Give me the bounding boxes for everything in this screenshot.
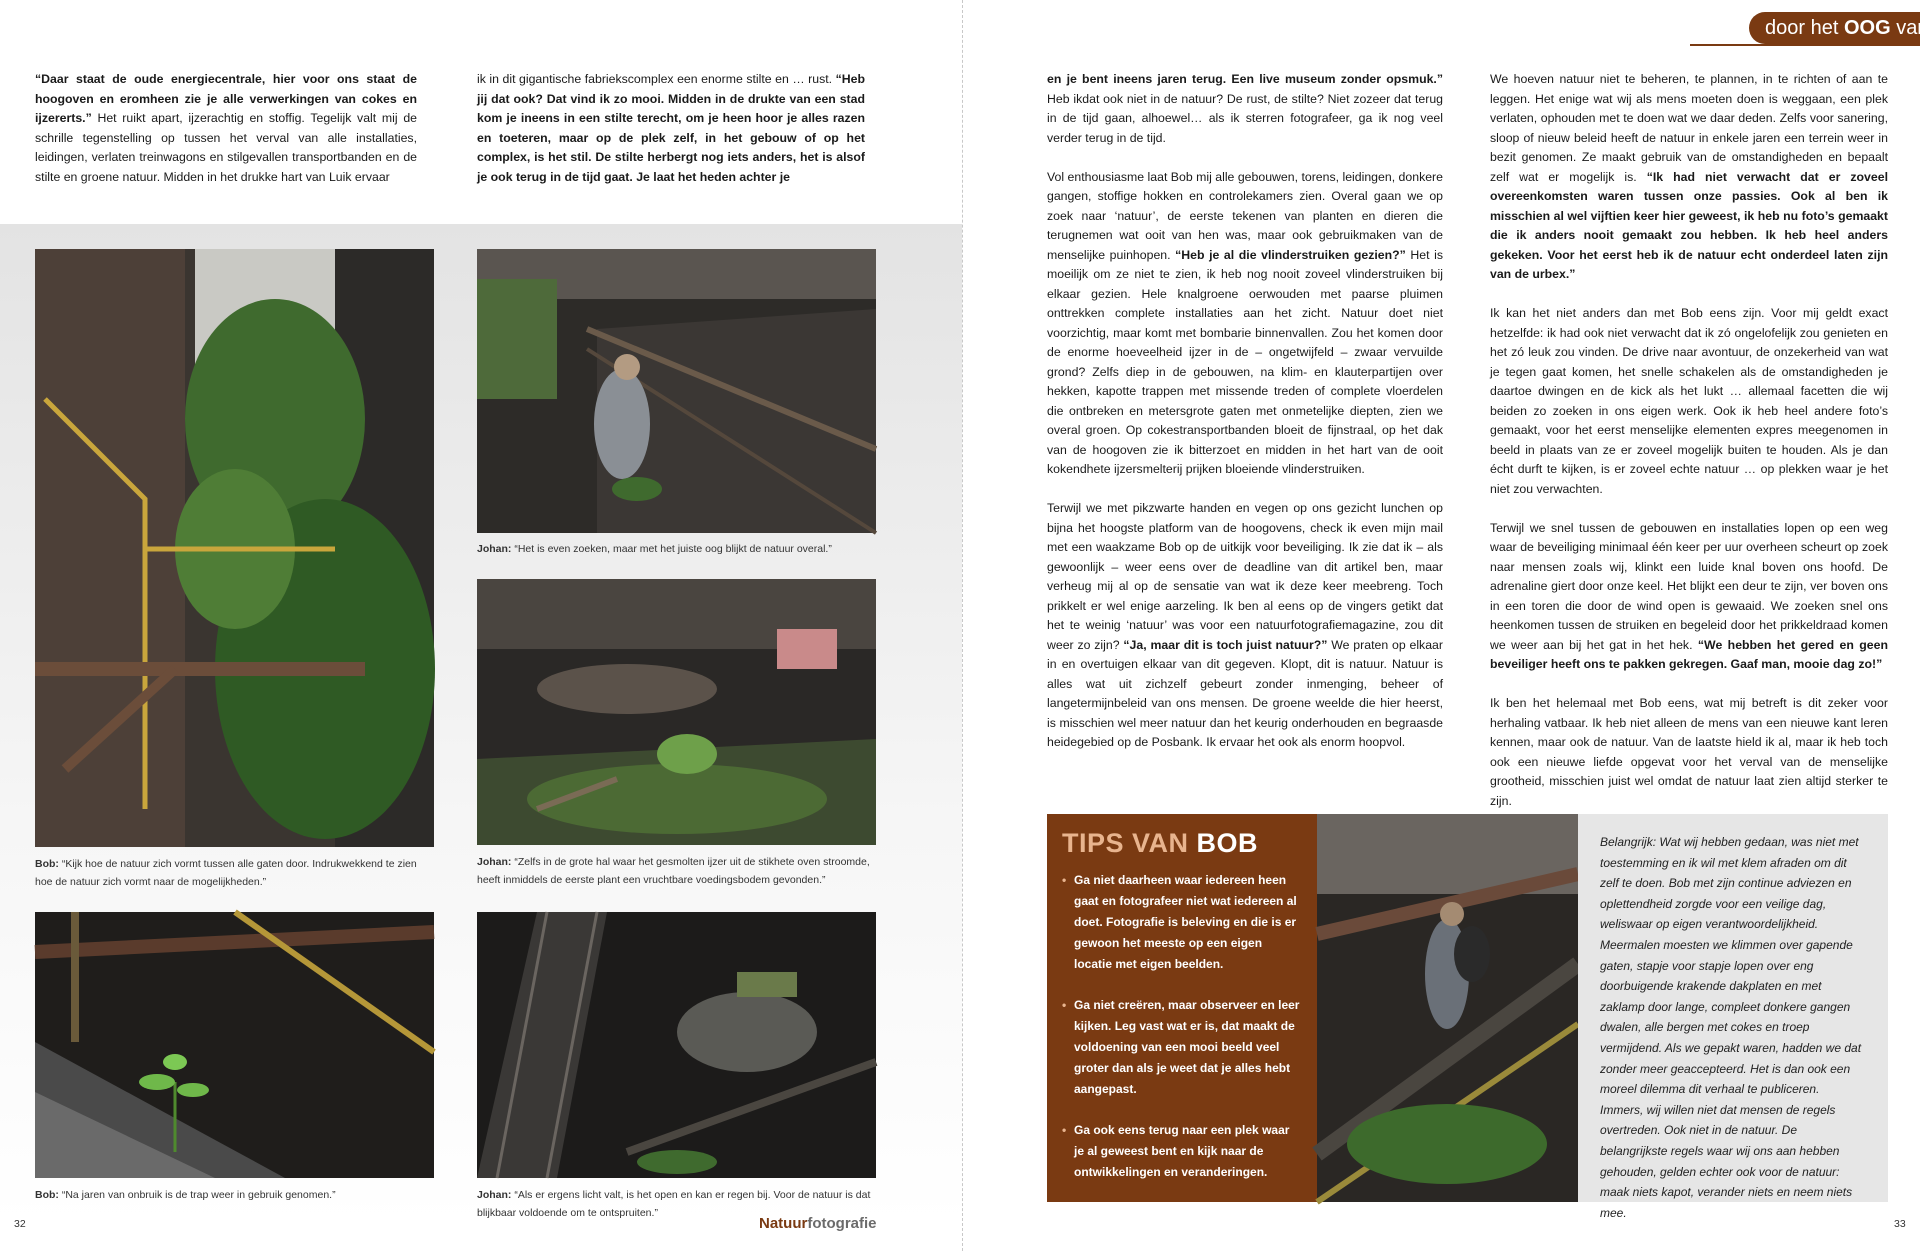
quote-vlinderstruiken: “Heb je al die vlinderstruiken gezien?” [1175, 247, 1406, 262]
quote-stilte: “Heb jij dat ook? Dat vind ik zo mooi. Midden in de drukte van een stad kom je ineens in een stilte terecht, om je heen hoor je alles razen en toeteren, maar op de plek zelf, in het gebouw of op het complex, is het stil. De stilte herbergt nog iets anders, het is alsof je ook terug in de tijd gaat. Je laat het heden achter je [477, 72, 865, 184]
tip-item: • Ga ook eens terug naar een plek waar je al geweest bent en kijk naar de ontwikkelingen en veranderingen. [1062, 1120, 1302, 1183]
photo-stairs-overgrown [35, 249, 434, 847]
caption-4-who: Bob: [35, 1189, 59, 1201]
page-number-left: 32 [14, 1218, 26, 1230]
caption-photo-3 [477, 853, 876, 889]
caption-1-who: Bob: [35, 858, 59, 870]
photo-great-hall-plant [477, 579, 876, 845]
quote-live-museum: en je bent ineens jaren terug. Een live museum zonder opsmuk.” [1047, 72, 1443, 86]
caption-5-who: Johan: [477, 1189, 512, 1201]
column-3-p2b: Het is moeilijk om ze niet te zien, ik heb nog nooit zoveel vlinderstruiken bij elkaar gezien. Hele knalgroene oerwouden met paarse pluimen onttrekken complete installaties aan het zicht. Natuur doet niet voorzichtig, maar komt met bombarie binnenvallen. Zou het komen door de enorme hoeveelheid ijzer in de – ongetwijfeld – zwaar vervuilde grond? Zelfs diep in de gebouwen, na klim- en klauterpartijen over hekken, kapotte trappen met missende treden of complete vloerdelen die ontbreken en metersgrote gaten met onmetelijke diepten, zien we overal groen. Op cokestransportbanden bloeit de fijnstraal, op het dak van de hoogoven zie ik bitterzoet en midden in het hart van de ooit kokendhete ijzersmelterij prijken bloeiende vlinderstruiken. [1047, 247, 1443, 476]
caption-photo-4 [35, 1186, 434, 1204]
magazine-brand [759, 1215, 877, 1232]
section-tab-suffix: van [1896, 17, 1928, 39]
quote-juist-natuur: “Ja, maar dit is toch juist natuur?” [1123, 637, 1328, 652]
caption-2-text: “Het is even zoeken, maar met het juiste oog blijkt de natuur overal.” [511, 543, 832, 555]
photo-light-shaft [477, 912, 876, 1178]
article-column-4 [1490, 70, 1888, 831]
section-tab-emphasis: OOG [1843, 17, 1891, 39]
tips-title-bold: BOB [1196, 828, 1259, 858]
column-4-p2: Ik kan het niet anders dan met Bob eens zijn. Voor mij geldt exact hetzelfde: ik had ook niet verwacht dat ik zó ongelofelijk zou genieten en het zó leuk zou vinden. De drive naar avontuur, de onzekerheid van wat je tegen gaat komen, het snelle schakelen als de omstandigheden je daartoe dwingen en de kick als het lukt … allemaal facetten die wij beiden zo zoeken in ons eigen werk. Ook ik heb heel andere foto’s gemaakt, voor het eerst menselijke elementen expres meegenomen in beeld in plaats van ze er zoveel mogelijk buiten te houden. Als je dan écht durft te kijken, is er zoveel echte natuur … op plekken waar je het niet zou verwachten. [1490, 306, 1888, 496]
column-3-p1: Heb ikdat ook niet in de natuur? De rust, de stilte? Niet zozeer dat terug in de tijd gaan, alhoewel… als ik sterren fotografeer, ga ik nog veel verder terug in de tijd. [1047, 91, 1443, 145]
tip-item: • Ga niet creëren, maar observeer en leer kijken. Leg vast wat er is, dat maakt de voldoening van een mooi beeld veel groter dan als je weet dat je alles hebt aangepast. [1062, 995, 1302, 1100]
caption-3-text: “Zelfs in de grote hal waar het gesmolten ijzer uit de stikhete oven stroomde, heeft inmiddels de eerste plant een vruchtbare voedingsbodem gevonden.” [477, 856, 870, 886]
caption-2-who: Johan: [477, 543, 512, 555]
spread-divider [962, 0, 963, 1251]
tip-item: • Ga niet daarheen waar iedereen heen gaat en fotografeer niet wat iedereen al doet. Fotografie is beleving en die is er gewoon het meeste op een eigen locatie met eigen beelden. [1062, 870, 1302, 975]
photo-climbing-pipes [1317, 814, 1578, 1202]
photo-stair-sprout [35, 912, 434, 1178]
photo-photographer-kneeling [477, 249, 876, 533]
section-tab-rule [1690, 44, 1920, 46]
column-2-text: ik in dit gigantische fabriekscomplex een enorme stilte en … rust. [477, 72, 836, 86]
section-tab-prefix: door het [1765, 17, 1839, 39]
tips-box [1047, 814, 1317, 1202]
column-3-p3a: Terwijl we met pikzwarte handen en vegen op ons gezicht lunchen op bijna het hoogste platform van de hoogovens, check ik even mijn mail met een waakzame Bob op de uitkijk voor beveiliging. Ik zie dat ik – als gewoonlijk – weer eens over de deadline van dit artikel ben, maar verheug mij al op de sensatie van wat ik deze keer meebreng. Toch prikkelt er wel enige aarzeling. Ik ben al eens op de vingers getikt dat het te weinig ‘natuur’ was voor een natuurfotografiemagazine, zou dit weer zo zijn? [1047, 501, 1443, 652]
caption-photo-1 [35, 855, 434, 891]
caption-3-who: Johan: [477, 856, 512, 868]
column-3-p3b: We praten op elkaar in en overtuigen elkaar van dit gegeven. Klopt, dit is natuur. Natuur is alles wat uit zichzelf gebeurt zonder inmenging, beheer of langetermijnbeleid van ons mensen. De groene weelde die hier heerst, is misschien wel meer natuur dan het keurig onderhouden en begraasde heidegebied op de Posbank. Ik ervaar het ook als enorm hoopvol. [1047, 637, 1443, 749]
section-tab [1749, 12, 1928, 44]
article-column-1 [35, 70, 417, 207]
caption-photo-2 [477, 540, 876, 558]
article-column-2 [477, 70, 865, 207]
tips-title-light: TIPS VAN [1062, 828, 1189, 858]
brand-part-1: Natuur [759, 1215, 808, 1232]
disclaimer-text: Belangrijk: Wat wij hebben gedaan, was niet met toestemming en ik wil met klem afraden om dit zelf te doen. Bob met zijn continue adviezen en oplettendheid zorgde voor een veilige dag, weliswaar op eigen verantwoordelijkheid. Meermalen moesten we klimmen over gapende gaten, stapje voor stapje lopen over eng doorbuigende krakende dakplaten en met zaklamp door lange, compleet donkere gangen dwalen, alle bergen met cokes en troep vermijdend. Als we gepakt waren, hadden we dat zonder meer geaccepteerd. Het is dan ook een moreel dilemma dit verhaal te publiceren. Immers, wij willen niet dat mensen de regels overtreden. Ook niet in de natuur. De belangrijkste regels waar wij ons aan hebben gehouden, gelden echter ook voor de natuur: maak niets kapot, verander niets en neem niets mee. [1600, 835, 1862, 1220]
tips-title [1062, 828, 1258, 859]
caption-5-text: “Als er ergens licht valt, is het open en kan er regen bij. Voor de natuur is dat blijkbaar voldoende om te ontspruiten.” [477, 1189, 871, 1219]
column-4-p3: Terwijl we snel tussen de gebouwen en installaties lopen op een weg waar de beveiliging minimaal één keer per uur overheen scheurt op zoek naar mensen zoals wij, klinkt een luide knal boven ons hoofd. De adrenaline giert door onze keel. Het blijkt een deur te zijn, ver boven ons in een toren die door de wind open is gewaaid. We zoeken snel ons heenkomen tussen de struiken en begeleid door het prikkeldraad komen we weer aan bij het gat in het hek. [1490, 520, 1888, 652]
page-number-right: 33 [1894, 1218, 1906, 1230]
caption-4-text: “Na jaren van onbruik is de trap weer in gebruik genomen.” [58, 1189, 336, 1201]
column-3-p2a: Vol enthousiasme laat Bob mij alle gebouwen, torens, leidingen, donkere gangen, stoffige hokken en controlekamers zien. Overal gaan we op zoek naar ‘natuur’, de eerste tekenen van planten en dieren die terugnemen wat ooit van hen was, maar ook gebruikmaken van de menselijke puinhopen. [1047, 169, 1443, 262]
brand-part-2: fotografie [807, 1215, 877, 1232]
article-column-3 [1047, 70, 1443, 772]
column-1-text: Het ruikt apart, ijzerachtig en stoffig. Tegelijk valt mij de schrille tegenstelling op tussen het verval van alle installaties, leidingen, verlaten treinwagons en stilgevallen transportbanden en de stilte en groene natuur. Midden in het drukke hart van Luik ervaar [35, 111, 417, 184]
disclaimer-box [1578, 814, 1888, 1220]
column-4-p4: Ik ben het helemaal met Bob eens, wat mij betreft is dit zeker voor herhaling vatbaar. Ik heb niet alleen de mens van een nieuwe kant leren kennen, maar ook de natuur. Van de laatste hield ik al, maar ik heb toch ook een nieuwe liefde opgevat voor het verval van de menselijke grootheid, misschien juist wel omdat de natuur laat zien altijd sterker te zijn. [1490, 696, 1888, 808]
quote-energiecentrale: “Daar staat de oude energiecentrale, hier voor ons staat de hoogoven en eromheen zie je alle verwerkingen van cokes en ijzererts.” [35, 72, 417, 125]
quote-overeenkomsten: “Ik had niet verwacht dat er zoveel overeenkomsten waren tussen onze passies. Ook al ben ik misschien al wel vijftien keer hier geweest, ik heb nu foto’s gemaakt die ik anders nooit gemaakt zou hebben. Ik heb heel anders gekeken. Voor het eerst heb ik de natuur echt onderdeel laten zijn van de urbex.” [1490, 169, 1888, 281]
column-4-p1: We hoeven natuur niet te beheren, te plannen, in te richten of aan te leggen. Het enige wat wij als mens moeten doen is weggaan, een plek verlaten, ophouden met te doen wat we daar deden. Zelfs voor sanering, sloop of nieuw beleid heeft de natuur in enkele jaren een terrein weer in bezit genomen. Ze maakt gebruik van de omstandigheden en bepaalt zelf wat er mogelijk is. [1490, 72, 1888, 184]
caption-1-text: “Kijk hoe de natuur zich vormt tussen alle gaten door. Indrukwekkend te zien hoe de natuur zich vormt naar de mogelijkheden.” [35, 858, 417, 888]
quote-gered: “We hebben het gered en geen beveiliger heeft ons te pakken gekregen. Gaaf man, mooie dag zo!” [1490, 637, 1888, 671]
tips-list [1062, 870, 1302, 1203]
